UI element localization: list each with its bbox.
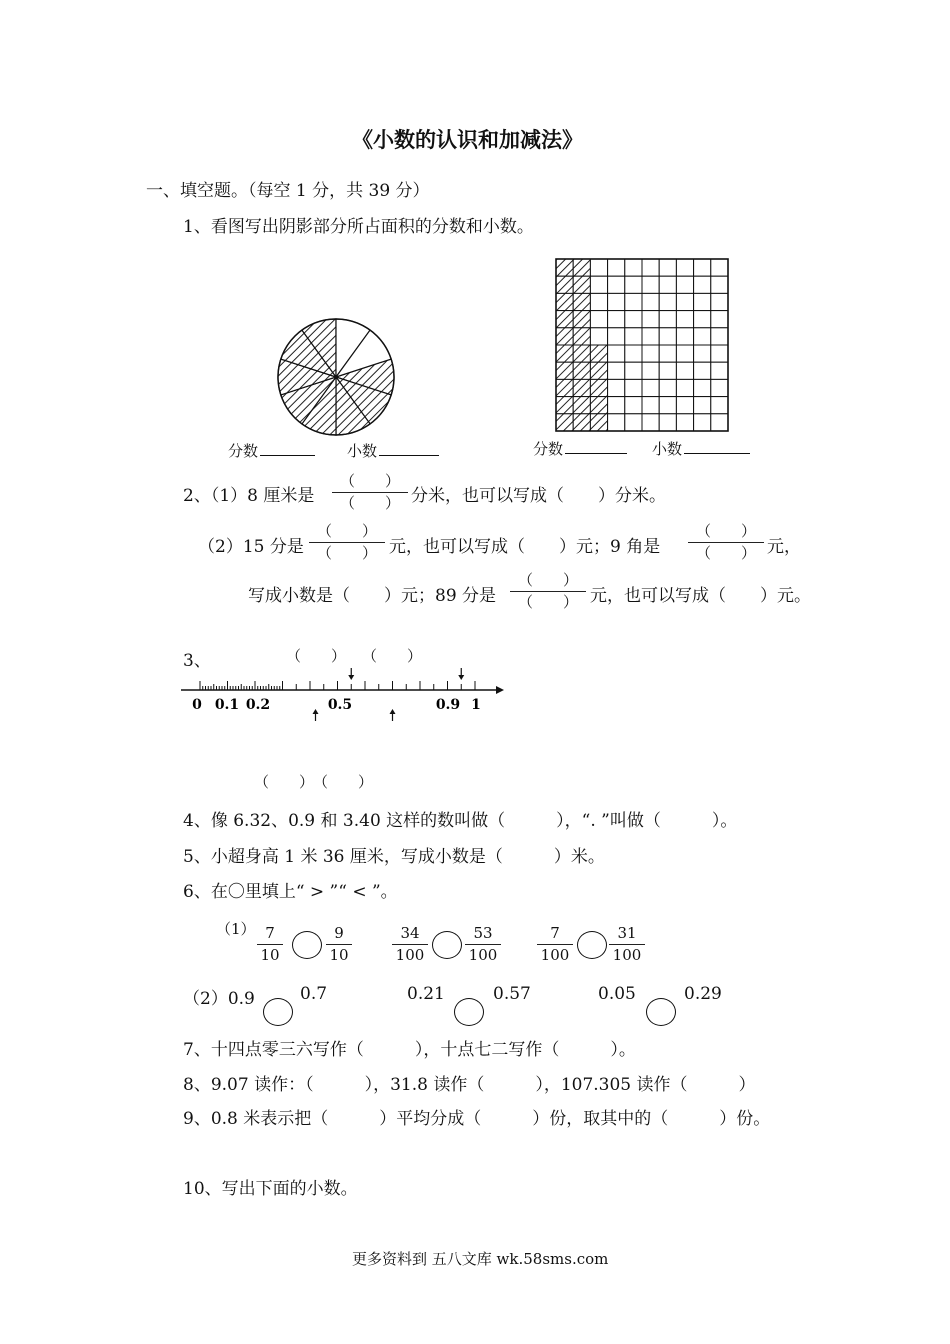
grid-cell	[642, 379, 659, 396]
shaded-cell	[556, 397, 573, 414]
blank: （ ）	[313, 773, 374, 791]
tick-label: 0.5	[327, 697, 353, 713]
shaded-cell	[556, 259, 573, 276]
section-heading: 一、填空题。（每空 1 分，共 39 分）	[146, 181, 430, 201]
fraction	[609, 926, 645, 963]
grid-cell	[659, 276, 676, 293]
grid-cell	[676, 276, 693, 293]
grid-cell	[625, 362, 642, 379]
compare-circle[interactable]	[646, 998, 676, 1026]
grid-cell	[694, 276, 711, 293]
grid-cell	[694, 328, 711, 345]
denominator: 10	[329, 946, 349, 964]
number-line	[178, 662, 508, 724]
blank-fraction	[332, 474, 408, 511]
grid-cell	[676, 311, 693, 328]
question-4: 4、像 6.32、0.9 和 3.40 这样的数叫做（ ），“. ”叫做（ ）。	[183, 811, 738, 831]
grid-cell	[659, 414, 676, 431]
grid-cell	[642, 362, 659, 379]
grid-cell	[676, 259, 693, 276]
denominator: 100	[540, 946, 570, 964]
grid-cell	[590, 276, 607, 293]
page-title: 《小数的认识和加减法》	[352, 127, 583, 152]
grid-cell	[694, 311, 711, 328]
blank: （ ）	[254, 773, 315, 791]
grid-cell	[659, 397, 676, 414]
shaded-cell	[573, 362, 590, 379]
q2-text: 写成小数是（ ）元；89 分是	[248, 586, 497, 606]
tick-label: 1	[471, 697, 481, 713]
tick-label: 0.2	[245, 697, 271, 713]
fraction	[537, 926, 573, 963]
grid-cell	[608, 379, 625, 396]
grid-cell	[711, 259, 728, 276]
paren: （ ）	[316, 544, 377, 562]
shaded-cell	[590, 397, 607, 414]
shaded-cell	[590, 362, 607, 379]
question-6: 6、在〇里填上“ > ”“ < ”。	[183, 882, 398, 902]
grid-cell	[659, 379, 676, 396]
q6-row1-label: （1）	[216, 920, 256, 938]
numerator: 7	[550, 924, 560, 942]
grid-cell	[659, 345, 676, 362]
grid-cell	[676, 345, 693, 362]
blank: （ ）	[362, 647, 423, 665]
compare-circle[interactable]	[577, 931, 607, 959]
grid-cell	[642, 293, 659, 310]
question-7: 7、十四点零三六写作（ ），十点七二写作（ ）。	[183, 1040, 636, 1060]
grid-cell	[694, 345, 711, 362]
grid-cell	[608, 311, 625, 328]
grid-cell	[676, 379, 693, 396]
fraction	[257, 926, 283, 963]
grid-cell	[659, 362, 676, 379]
fraction-label: 分数	[533, 440, 564, 458]
grid-cell	[694, 414, 711, 431]
fraction	[465, 926, 501, 963]
grid-cell	[608, 293, 625, 310]
paren: （ ）	[316, 522, 377, 540]
grid-cell	[676, 293, 693, 310]
axis-arrow	[496, 686, 504, 694]
grid-cell	[676, 362, 693, 379]
grid-cell	[625, 414, 642, 431]
grid-cell	[711, 276, 728, 293]
grid-cell	[694, 362, 711, 379]
blank-fraction	[510, 573, 586, 610]
paren: （ ）	[695, 522, 756, 540]
shaded-cell	[556, 328, 573, 345]
decimal-value: 0.29	[684, 984, 722, 1004]
grid-cell	[590, 259, 607, 276]
q2-text: 元，也可以写成（ ）元；9 角是	[389, 537, 661, 557]
numerator: 9	[334, 924, 344, 942]
shaded-cell	[556, 414, 573, 431]
grid-cell	[676, 397, 693, 414]
grid-cell	[659, 293, 676, 310]
grid-cell	[642, 345, 659, 362]
grid-cell	[625, 379, 642, 396]
question-2-number: 2、	[183, 486, 211, 506]
question-10: 10、写出下面的小数。	[183, 1179, 358, 1199]
grid-cell	[625, 259, 642, 276]
grid-cell	[642, 328, 659, 345]
fraction-label: 分数	[228, 442, 259, 460]
shaded-cell	[590, 345, 607, 362]
grid-cell	[590, 311, 607, 328]
shaded-cell	[573, 379, 590, 396]
grid-cell	[711, 414, 728, 431]
grid-cell	[659, 259, 676, 276]
decimal-value: 0.57	[493, 984, 531, 1004]
shaded-cell	[573, 328, 590, 345]
pointer-arrow	[348, 668, 354, 680]
shaded-cell	[573, 293, 590, 310]
circle-decimal-label	[347, 440, 439, 461]
q2-text: （1）8 厘米是	[210, 486, 315, 506]
grid-cell	[625, 397, 642, 414]
grid-cell	[659, 311, 676, 328]
grid-cell	[711, 293, 728, 310]
grid-cell	[625, 311, 642, 328]
compare-circle[interactable]	[454, 998, 484, 1026]
shaded-cell	[573, 345, 590, 362]
question-2-line-1	[183, 481, 314, 506]
shaded-cell	[573, 311, 590, 328]
grid-cell	[694, 379, 711, 396]
grid-cell	[711, 345, 728, 362]
blank-fraction	[688, 524, 764, 561]
grid-cell	[694, 293, 711, 310]
q2-text: （2）15 分是	[198, 537, 304, 557]
fraction	[392, 926, 428, 963]
paren: （ ）	[339, 472, 400, 490]
q2-text: 分米，也可以写成（ ）分米。	[411, 486, 666, 506]
grid-cell	[642, 414, 659, 431]
shaded-cell	[590, 379, 607, 396]
numerator: 34	[400, 924, 420, 942]
decimal-label: 小数	[347, 442, 378, 460]
grid-cell	[694, 259, 711, 276]
question-9: 9、0.8 米表示把（ ）平均分成（ ）份，取其中的（ ）份。	[183, 1109, 771, 1129]
numerator: 31	[617, 924, 637, 942]
shaded-cell	[556, 293, 573, 310]
decimal-label: 小数	[652, 440, 683, 458]
paren: （ ）	[517, 593, 578, 611]
tick-label: 0	[192, 697, 202, 713]
grid-cell	[711, 362, 728, 379]
grid-cell	[590, 293, 607, 310]
paren: （ ）	[695, 544, 756, 562]
shaded-cell	[556, 362, 573, 379]
shaded-cell	[556, 311, 573, 328]
question-8: 8、9.07 读作：（ ），31.8 读作（ ），107.305 读作（ ）	[183, 1075, 756, 1095]
grid-cell	[711, 311, 728, 328]
grid-cell	[608, 276, 625, 293]
grid-cell	[659, 328, 676, 345]
grid-cell	[625, 345, 642, 362]
grid-cell	[608, 397, 625, 414]
blank: （ ）	[286, 647, 347, 665]
grid-cell	[608, 414, 625, 431]
shaded-cell	[573, 414, 590, 431]
denominator: 100	[468, 946, 498, 964]
tick-label: 0.9	[435, 697, 461, 713]
grid-cell	[642, 311, 659, 328]
shaded-circle-figure	[270, 315, 400, 440]
shaded-cell	[573, 259, 590, 276]
grid-cell	[694, 397, 711, 414]
tick-label: 0.1	[214, 697, 240, 713]
paren: （ ）	[517, 571, 578, 589]
q2-text: 元，	[767, 537, 801, 557]
pointer-arrow	[390, 709, 396, 721]
grid-cell	[642, 259, 659, 276]
footer: 更多资料到 五八文库 wk.58sms.com	[352, 1250, 609, 1268]
numerator: 53	[473, 924, 493, 942]
grid-cell	[642, 397, 659, 414]
question-1: 1、看图写出阴影部分所占面积的分数和小数。	[183, 217, 534, 237]
decimal-value: 0.21	[407, 984, 445, 1004]
grid-cell	[676, 328, 693, 345]
fraction	[326, 926, 352, 963]
shaded-cell	[590, 414, 607, 431]
shaded-cell	[556, 379, 573, 396]
grid-cell	[625, 293, 642, 310]
grid-cell	[711, 379, 728, 396]
grid-cell	[608, 362, 625, 379]
grid-cell	[711, 397, 728, 414]
grid-cell	[625, 328, 642, 345]
numerator: 7	[265, 924, 275, 942]
compare-circle[interactable]	[263, 998, 293, 1026]
grid-fraction-label	[533, 438, 627, 459]
denominator: 10	[260, 946, 280, 964]
question-3-number: 3、	[183, 651, 211, 671]
shaded-cell	[573, 397, 590, 414]
shaded-grid-figure	[552, 255, 737, 435]
grid-cell	[608, 345, 625, 362]
decimal-value: 0.7	[300, 984, 328, 1004]
denominator: 100	[612, 946, 642, 964]
denominator: 100	[395, 946, 425, 964]
paren: （ ）	[339, 494, 400, 512]
question-5: 5、小超身高 1 米 36 厘米，写成小数是（ ）米。	[183, 847, 605, 867]
blank-fraction	[309, 524, 385, 561]
q6-row2-label: （2）0.9	[183, 989, 255, 1009]
compare-circle[interactable]	[432, 931, 462, 959]
shaded-cell	[573, 276, 590, 293]
grid-cell	[625, 276, 642, 293]
grid-cell	[676, 414, 693, 431]
grid-cell	[608, 328, 625, 345]
grid-cell	[590, 328, 607, 345]
grid-decimal-label	[652, 438, 750, 459]
grid-cell	[608, 259, 625, 276]
circle-fraction-label	[228, 440, 315, 461]
q2-text: 元，也可以写成（ ）元。	[590, 586, 811, 606]
grid-cell	[642, 276, 659, 293]
compare-circle[interactable]	[292, 931, 322, 959]
shaded-cell	[556, 276, 573, 293]
decimal-value: 0.05	[598, 984, 636, 1004]
grid-cell	[711, 328, 728, 345]
shaded-cell	[556, 345, 573, 362]
pointer-arrow	[313, 709, 319, 721]
pointer-arrow	[458, 668, 464, 680]
